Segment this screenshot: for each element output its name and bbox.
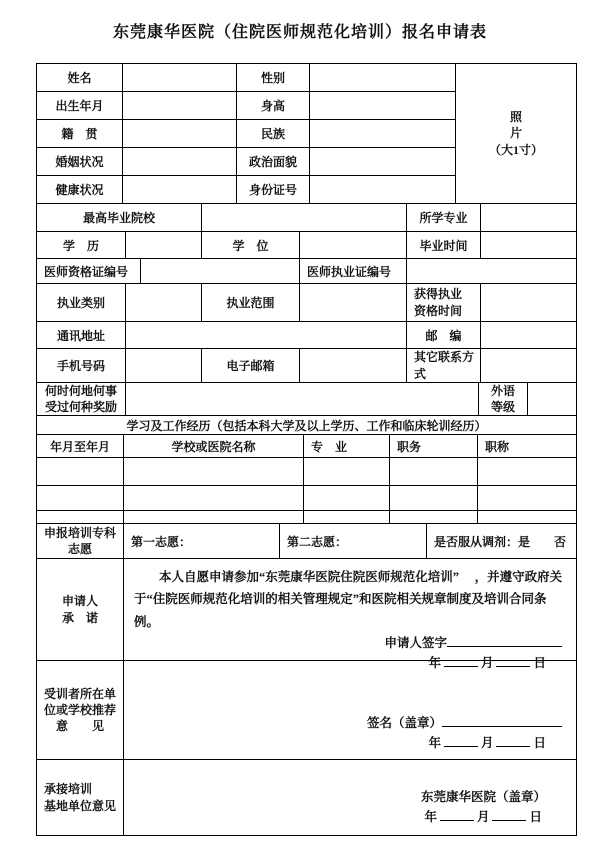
politics-label: 政治面貌 bbox=[237, 148, 310, 175]
month-blank bbox=[492, 808, 526, 821]
row-address-zip bbox=[37, 322, 576, 349]
major-value-cell bbox=[481, 204, 576, 231]
degree-value-cell bbox=[300, 232, 407, 258]
graduate-school-label: 最高毕业院校 bbox=[37, 204, 202, 231]
awards-value-cell bbox=[126, 383, 479, 415]
native-place-value-cell bbox=[123, 120, 237, 147]
education-label: 学 历 bbox=[37, 232, 126, 258]
applicant-sign-line: 申请人签字 bbox=[124, 633, 576, 651]
first-choice-cell: 第一志愿： bbox=[124, 524, 280, 558]
exp-major-cell bbox=[304, 458, 390, 485]
experience-empty-row bbox=[37, 511, 576, 524]
exp-major-cell bbox=[304, 486, 390, 510]
experience-section-title-row bbox=[37, 416, 576, 435]
training-base-body bbox=[124, 760, 576, 835]
ethnic-value-cell bbox=[310, 120, 456, 147]
experience-header-row bbox=[37, 435, 576, 458]
recommendation-sign-line: 签名（盖章） bbox=[124, 713, 576, 731]
recommendation-label: 受训者所在单 位或学校推荐 意 见 bbox=[37, 661, 124, 759]
photo-label-line3: （大1寸） bbox=[488, 142, 543, 157]
photo-label-line1: 照 bbox=[509, 110, 522, 125]
preference-label: 申报培训专科 志愿 bbox=[37, 524, 124, 558]
birth-value-cell bbox=[123, 92, 237, 119]
health-value-cell bbox=[123, 176, 237, 203]
recommendation-date-line: 年 月 日 bbox=[428, 736, 546, 750]
foreign-language-label: 外语 等级 bbox=[479, 383, 528, 415]
email-label: 电子邮箱 bbox=[202, 349, 300, 382]
preference-row bbox=[37, 524, 576, 559]
exp-header-position: 职务 bbox=[390, 435, 478, 457]
row-awards-language bbox=[37, 383, 576, 416]
row-health-id bbox=[37, 176, 456, 203]
marriage-value-cell bbox=[123, 148, 237, 175]
mobile-value-cell bbox=[126, 349, 202, 382]
exp-period-cell bbox=[37, 511, 124, 523]
adjustment-cell: 是否服从调剂：是 否 bbox=[434, 534, 567, 549]
exp-major-cell bbox=[304, 511, 390, 523]
graduation-time-label: 毕业时间 bbox=[407, 232, 481, 258]
education-value-cell bbox=[126, 232, 202, 258]
height-value-cell bbox=[310, 92, 456, 119]
zip-label: 邮 编 bbox=[407, 322, 481, 348]
exp-institution-cell bbox=[124, 458, 304, 485]
exp-title-cell bbox=[478, 486, 576, 510]
exp-institution-cell bbox=[124, 486, 304, 510]
row-certificates bbox=[37, 259, 576, 284]
exp-institution-cell bbox=[124, 511, 304, 523]
exp-header-major: 专 业 bbox=[304, 435, 390, 457]
exp-title-cell bbox=[478, 458, 576, 485]
foreign-language-value-cell bbox=[528, 383, 576, 415]
mobile-label: 手机号码 bbox=[37, 349, 126, 382]
email-value-cell bbox=[300, 349, 407, 382]
exp-header-institution: 学校或医院名称 bbox=[124, 435, 304, 457]
gender-value-cell bbox=[310, 64, 456, 91]
practice-cert-value-cell bbox=[407, 259, 576, 283]
politics-value-cell bbox=[310, 148, 456, 175]
exp-header-title: 职称 bbox=[485, 439, 510, 454]
exp-position-cell bbox=[390, 458, 478, 485]
qualification-time-label: 获得执业 资格时间 bbox=[407, 284, 481, 321]
row-name-gender bbox=[37, 64, 456, 92]
commitment-date-line: 年 月 日 bbox=[428, 655, 546, 670]
practice-scope-value-cell bbox=[300, 284, 407, 321]
address-value-cell bbox=[126, 322, 407, 348]
commitment-section bbox=[37, 559, 576, 670]
height-label: 身高 bbox=[237, 92, 310, 119]
month-blank bbox=[496, 734, 530, 747]
name-label: 姓名 bbox=[37, 64, 123, 91]
graduation-time-value-cell bbox=[481, 232, 576, 258]
id-number-value-cell bbox=[310, 176, 456, 203]
other-contact-value-cell bbox=[481, 349, 576, 382]
other-contact-label: 其它联系方 式 bbox=[407, 349, 481, 382]
major-label: 所学专业 bbox=[407, 204, 481, 231]
photo-cell bbox=[456, 64, 576, 203]
exp-title-cell bbox=[478, 511, 576, 523]
ethnic-label: 民族 bbox=[237, 120, 310, 147]
row-school-major bbox=[37, 204, 576, 232]
exp-period-cell bbox=[37, 458, 124, 485]
year-blank bbox=[440, 808, 474, 821]
gender-label: 性别 bbox=[237, 64, 310, 91]
hospital-stamp-line: 东莞康华医院（盖章） bbox=[420, 790, 546, 804]
form-title: 东莞康华医院（住院医师规范化培训）报名申请表 bbox=[112, 24, 487, 41]
application-form-table bbox=[36, 63, 577, 836]
year-blank bbox=[444, 734, 478, 747]
commitment-text: 本人自愿申请参加“东莞康华医院住院医师规范化培训” ，并遵守政府关于“住院医师规范化培训的相关管理规定”和医院相关规章制度及培训合同条例。 bbox=[134, 570, 563, 629]
health-label: 健康状况 bbox=[37, 176, 123, 203]
stamp-signature-blank bbox=[442, 714, 562, 727]
practice-category-value-cell bbox=[126, 284, 202, 321]
row-native-ethnic bbox=[37, 120, 456, 148]
qualification-cert-value-cell bbox=[141, 259, 300, 283]
row-birth-height bbox=[37, 92, 456, 120]
zip-value-cell bbox=[481, 322, 576, 348]
experience-section-title: 学习及工作经历（包括本科大学及以上学历、工作和临床轮训经历） bbox=[126, 418, 487, 433]
basic-info-rows bbox=[37, 64, 456, 203]
practice-category-label: 执业类别 bbox=[37, 284, 126, 321]
exp-position-cell bbox=[390, 511, 478, 523]
address-label: 通讯地址 bbox=[37, 322, 126, 348]
experience-empty-row bbox=[37, 458, 576, 486]
qualification-time-value-cell bbox=[481, 284, 576, 321]
training-base-section bbox=[37, 760, 576, 835]
qualification-cert-label: 医师资格证编号 bbox=[37, 259, 141, 283]
recommendation-section bbox=[37, 661, 576, 760]
exp-header-period: 年月至年月 bbox=[37, 435, 124, 457]
graduate-school-value-cell bbox=[202, 204, 407, 231]
recommendation-body bbox=[124, 661, 576, 759]
id-number-label: 身份证号 bbox=[237, 176, 310, 203]
practice-scope-label: 执业范围 bbox=[202, 284, 300, 321]
photo-label-line2: 片 bbox=[509, 126, 522, 141]
training-base-date-line: 年 月 日 bbox=[424, 810, 542, 824]
basic-info-block bbox=[37, 64, 576, 204]
training-base-label: 承接培训 基地单位意见 bbox=[37, 760, 124, 835]
awards-label: 何时何地何事 受过何种奖励 bbox=[37, 383, 126, 415]
signature-blank bbox=[447, 634, 562, 647]
row-marriage-politics bbox=[37, 148, 456, 176]
experience-empty-row bbox=[37, 486, 576, 511]
row-practice bbox=[37, 284, 576, 322]
second-choice-cell: 第二志愿： bbox=[280, 524, 427, 558]
degree-label: 学 位 bbox=[202, 232, 300, 258]
native-place-label: 籍 贯 bbox=[37, 120, 123, 147]
name-value-cell bbox=[123, 64, 237, 91]
commitment-body bbox=[124, 559, 576, 670]
exp-position-cell bbox=[390, 486, 478, 510]
practice-cert-label: 医师执业证编号 bbox=[300, 259, 407, 283]
birth-label: 出生年月 bbox=[37, 92, 123, 119]
marriage-label: 婚姻状况 bbox=[37, 148, 123, 175]
exp-period-cell bbox=[37, 486, 124, 510]
row-education-degree bbox=[37, 232, 576, 259]
row-mobile-email bbox=[37, 349, 576, 383]
commitment-label: 申请人 承 诺 bbox=[37, 559, 124, 660]
